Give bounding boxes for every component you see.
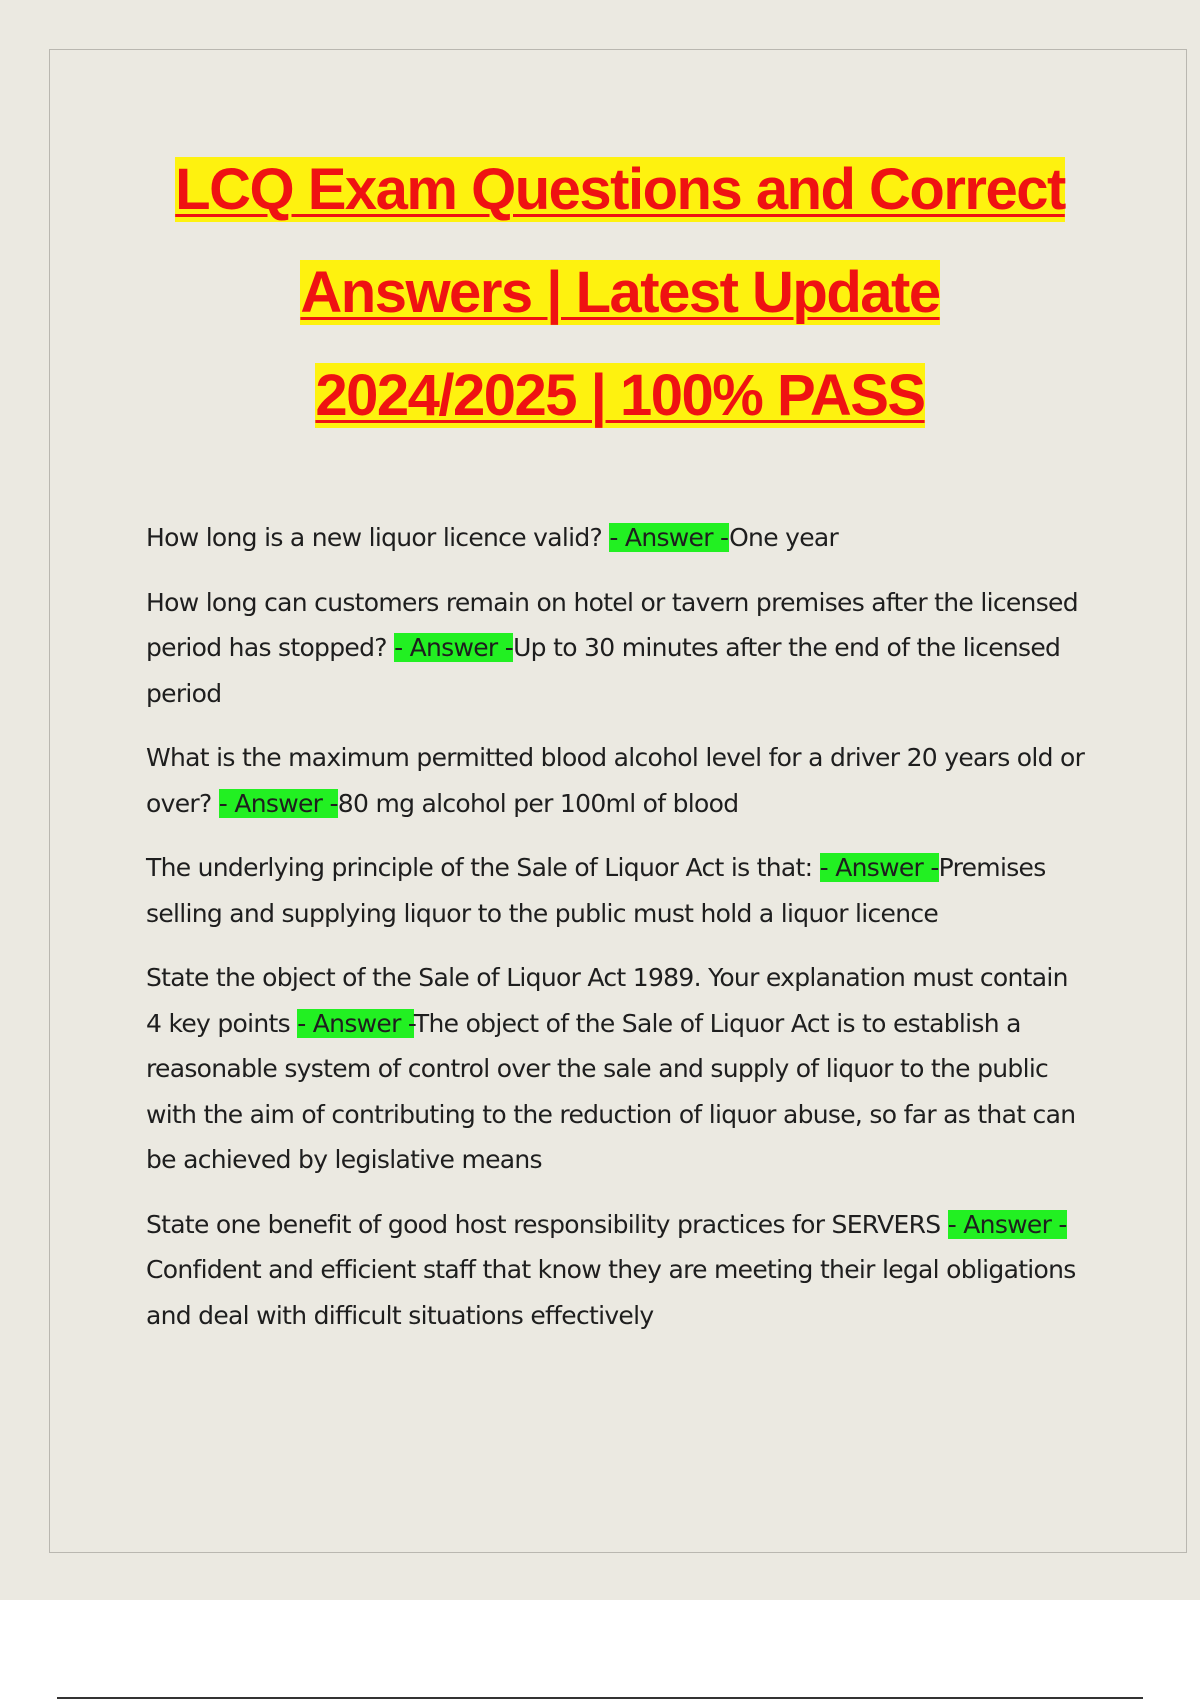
question-text: State one benefit of good host responsibility practices for SERVERS [146, 1209, 948, 1239]
title-line: Answers | Latest Update [300, 260, 940, 325]
answer-text: 80 mg alcohol per 100ml of blood [337, 788, 739, 818]
answer-tag: - Answer - [297, 1008, 414, 1038]
answer-text: Up to 30 minutes after the end of the licensed period [146, 633, 1061, 708]
answer-tag: - Answer - [394, 633, 514, 662]
answer-tag: - Answer - [218, 788, 338, 818]
answer-tag: - Answer - [819, 853, 939, 882]
question-text: State the object of the Sale of Liquor Act 1989. Your explanation must contain 4 key points [146, 963, 1068, 1038]
question-text: What is the maximum permitted blood alcohol level for a driver 20 years old or over? [146, 743, 1085, 818]
answer-text: Premises selling and supplying liquor to the public must hold a liquor licence [146, 853, 1046, 928]
title-line: 2024/2025 | 100% PASS [315, 363, 925, 428]
qa-item [146, 845, 1086, 936]
question-text: How long is a new liquor licence valid? [146, 523, 610, 552]
answer-text: The object of the Sale of Liquor Act is to establish a reasonable system of control over the sale and supply of liquor to the public with the aim of contributing to the reduction of liquor abuse, so far as that can be achieved by legislative means [146, 1008, 1076, 1174]
qa-item [146, 580, 1086, 717]
qa-item [146, 515, 1086, 561]
title-line: LCQ Exam Questions and Correct [175, 157, 1065, 222]
answer-text: Confident and efficient staff that know they are meeting their legal obligations and deal with difficult situations effectively [146, 1255, 1076, 1330]
answer-tag: - Answer - [947, 1209, 1067, 1239]
question-text: How long can customers remain on hotel or tavern premises after the licensed period has stopped? [146, 587, 1078, 662]
document-title [110, 138, 1130, 447]
qa-item [146, 955, 1086, 1183]
qa-list [146, 515, 1086, 1357]
footer-divider [57, 1697, 1143, 1699]
question-text: The underlying principle of the Sale of Liquor Act is that: [146, 853, 820, 882]
answer-tag: - Answer - [609, 523, 730, 552]
qa-item [146, 1202, 1086, 1339]
qa-item [146, 735, 1086, 826]
answer-text: One year [729, 523, 839, 552]
